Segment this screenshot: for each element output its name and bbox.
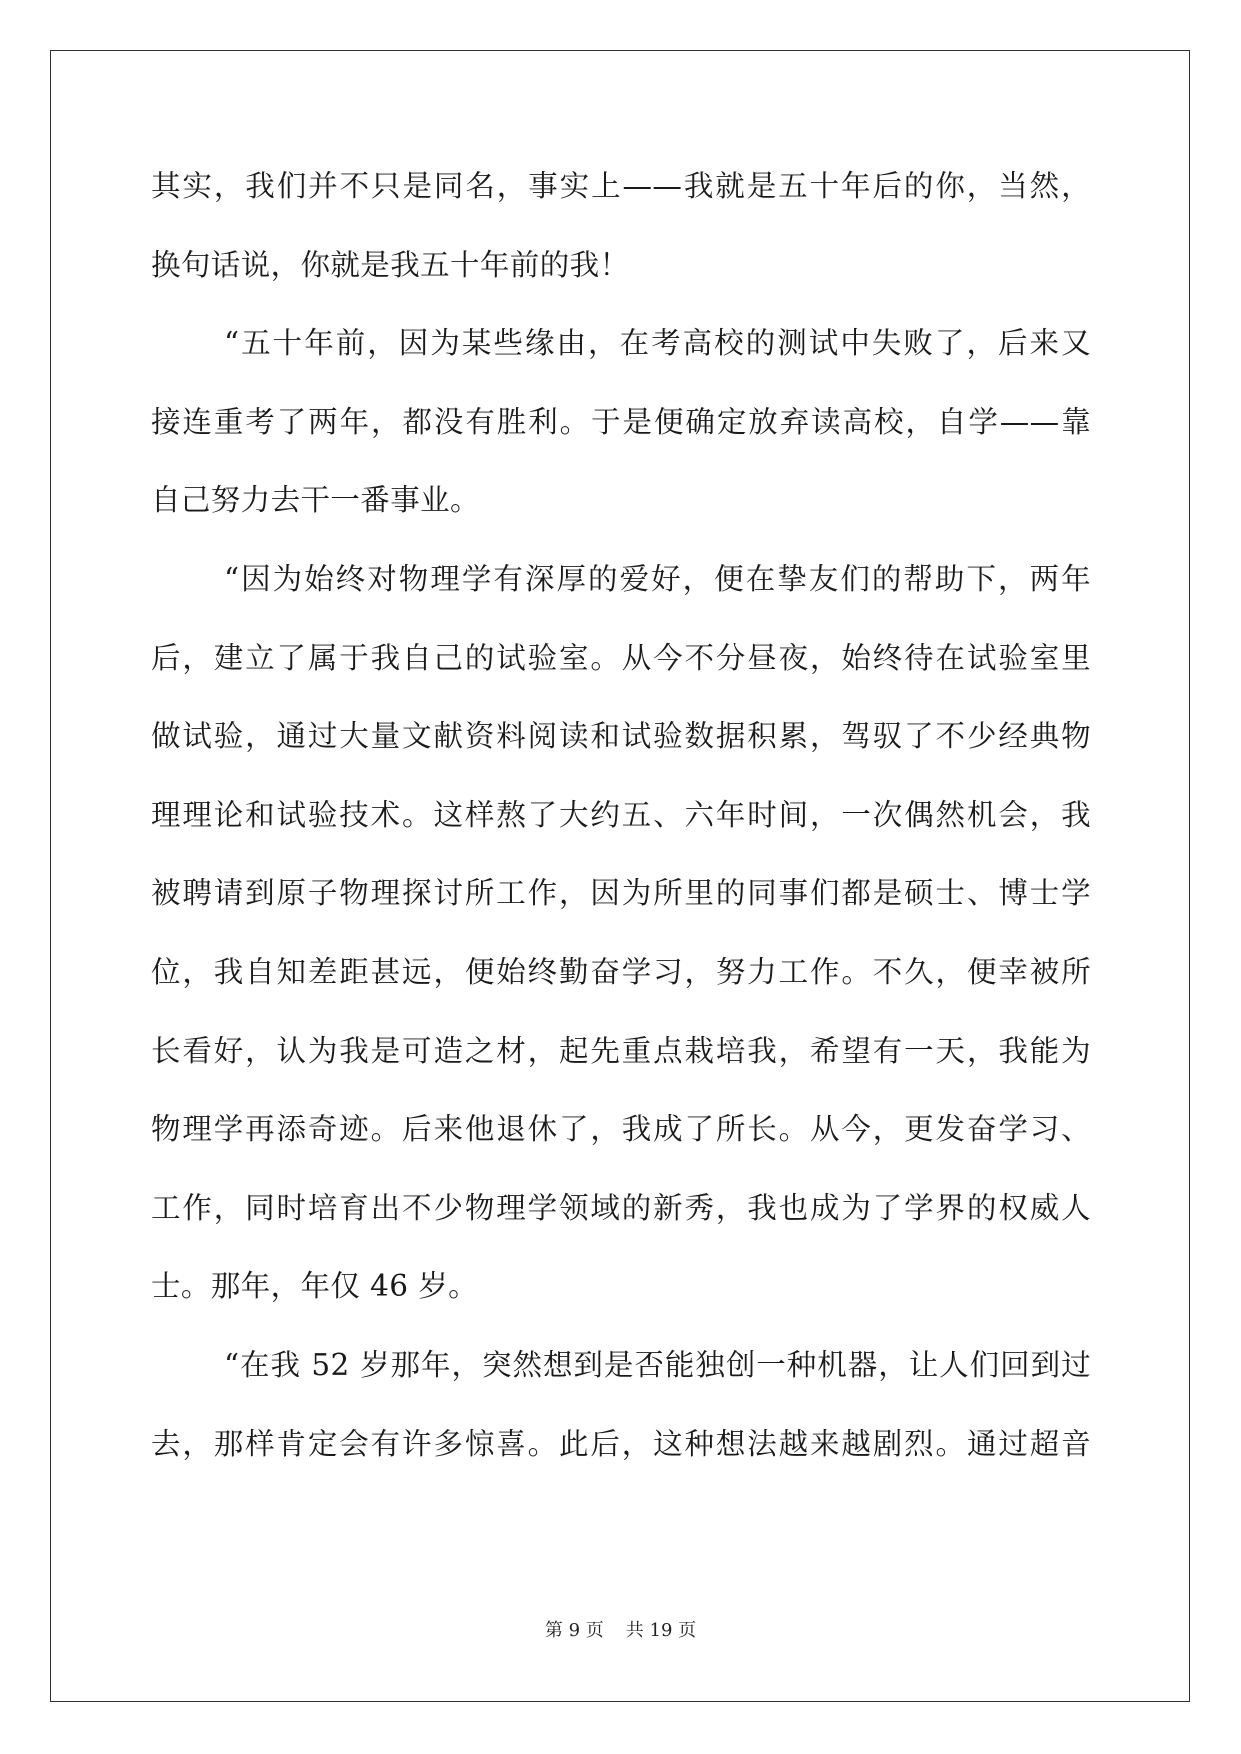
text-line: 位，我自知差距甚远，便始终勤奋学习，努力工作。不久，便幸被所 (151, 954, 1091, 989)
text-line: 做试验，通过大量文献资料阅读和试验数据积累，驾驭了不少经典物 (151, 719, 1091, 754)
text-line: 理理论和试验技术。这样熬了大约五、六年时间，一次偶然机会，我 (151, 797, 1091, 832)
text-line: 其实，我们并不只是同名，事实上——我就是五十年后的你，当然， (151, 169, 1091, 203)
page-footer (0, 1616, 1241, 1642)
text-line: 后，建立了属于我自己的试验室。从今不分昼夜，始终待在试验室里 (151, 640, 1091, 675)
text-line: 换句话说，你就是我五十年前的我！ (151, 247, 630, 282)
text-line: 自己努力去干一番事业。 (151, 483, 480, 518)
text-line: 去，那样肯定会有许多惊喜。此后，这种想法越来越剧烈。通过超音 (151, 1426, 1091, 1461)
page-number: 第 9 页 (544, 1620, 604, 1641)
text-line: 长看好，认为我是可造之材，起先重点栽培我，希望有一天，我能为 (151, 1033, 1091, 1068)
paragraph-first-line: “五十年前，因为某些缘由，在考高校的测试中失败了，后来又 (224, 326, 1091, 361)
text-line: 被聘请到原子物理探讨所工作，因为所里的同事们都是硕士、博士学 (151, 876, 1091, 911)
text-line: 士。那年，年仅 46 岁。 (151, 1269, 478, 1304)
text-line: 工作，同时培育出不少物理学领域的新秀，我也成为了学界的权威人 (151, 1190, 1091, 1225)
document-body (151, 163, 1091, 1499)
paragraph-first-line: “在我 52 岁那年，突然想到是否能独创一种机器，让人们回到过 (224, 1347, 1091, 1382)
page-total: 共 19 页 (625, 1620, 697, 1641)
text-line: 物理学再添奇迹。后来他退休了，我成了所长。从今，更发奋学习、 (151, 1112, 1091, 1147)
text-line: 接连重考了两年，都没有胜利。于是便确定放弃读高校，自学——靠 (151, 404, 1091, 439)
paragraph-first-line: “因为始终对物理学有深厚的爱好，便在挚友们的帮助下，两年 (224, 561, 1091, 596)
